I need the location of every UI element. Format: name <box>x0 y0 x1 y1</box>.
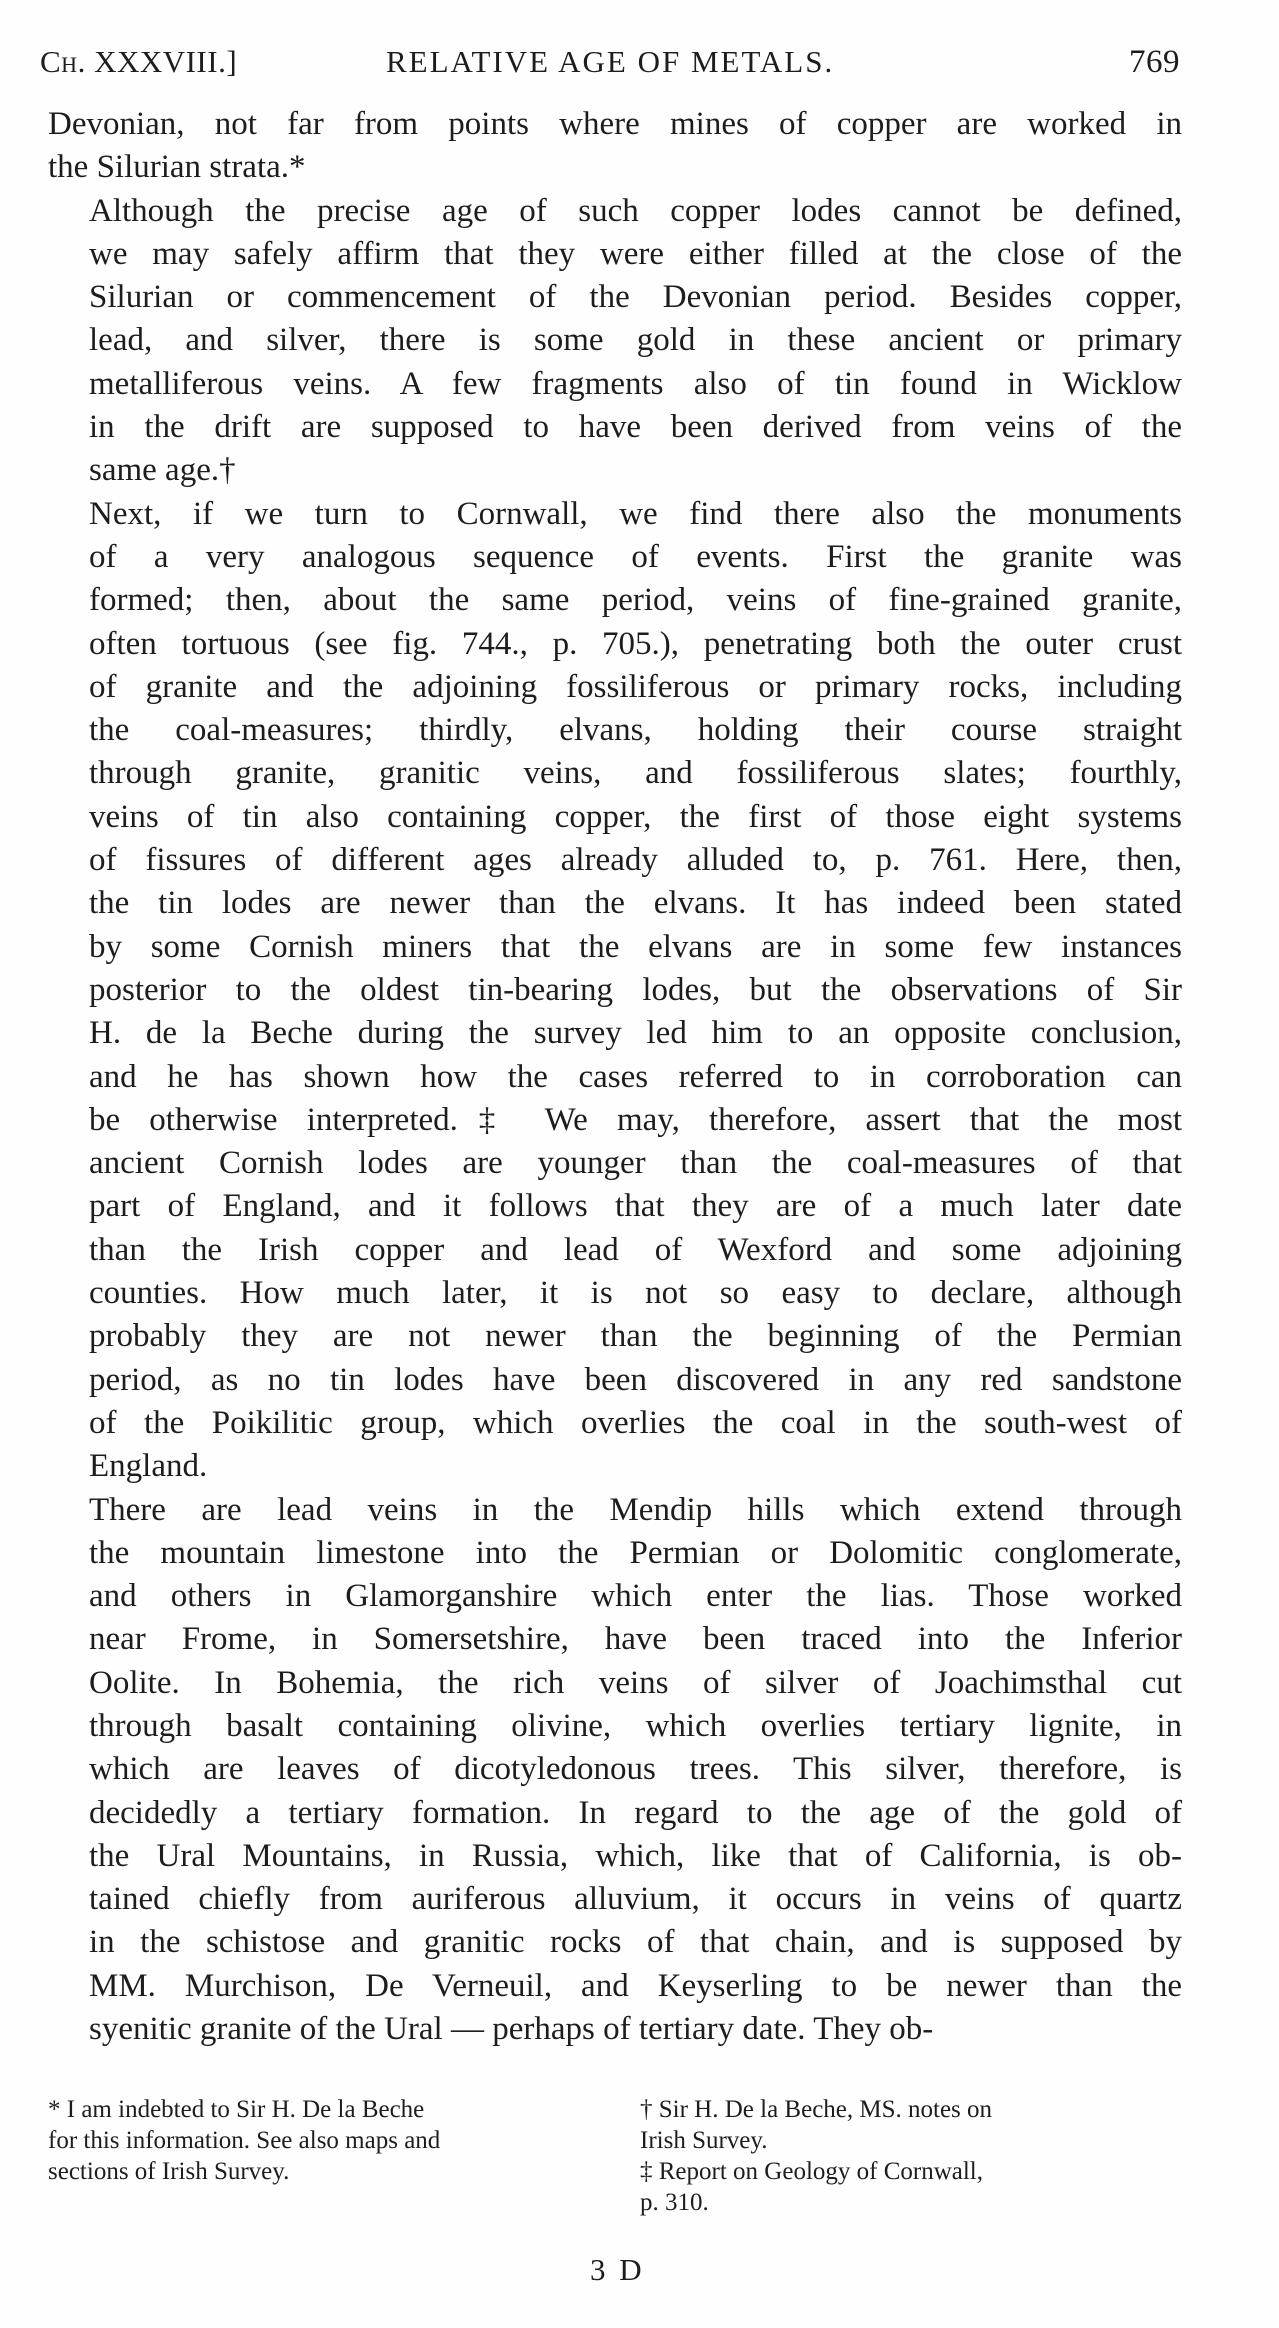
text-line: the coal-measures; thirdly, elvans, holding their course straight <box>89 712 1182 749</box>
paragraph <box>48 1489 1182 2052</box>
text-line: part of England, and it follows that they are of a much later date <box>89 1188 1182 1225</box>
text-line: the Silurian strata.* <box>48 149 306 186</box>
text-line: Next, if we turn to Cornwall, we find there also the monuments <box>89 495 1182 532</box>
footnote-line: † Sir H. De la Beche, MS. notes on <box>640 2096 993 2123</box>
text-line: by some Cornish miners that the elvans are in some few instances <box>89 928 1182 965</box>
text-line: lead, and silver, there is some gold in these ancient or primary <box>89 322 1182 359</box>
text-line: be otherwise interpreted.‡ We may, therefore, assert that the most <box>89 1101 1182 1138</box>
text-line: Silurian or commencement of the Devonian period. Besides copper, <box>89 279 1182 316</box>
page-number: 769 <box>1129 44 1180 80</box>
paragraph <box>48 190 1182 493</box>
text-line: metalliferous veins. A few fragments also of tin found in Wicklow <box>89 365 1182 402</box>
text-line: same age.† <box>89 452 236 489</box>
footnote-line: ‡ Report on Geology of Cornwall, <box>640 2158 984 2185</box>
footnote-line: sections of Irish Survey. <box>48 2158 290 2185</box>
text-line: than the Irish copper and lead of Wexford and some adjoining <box>89 1231 1182 1268</box>
text-line: Devonian, not far from points where mines of copper are worked in <box>48 106 1182 142</box>
text-line: the mountain limestone into the Permian or Dolomitic conglomerate, <box>89 1534 1182 1571</box>
text-line: MM. Murchison, De Verneuil, and Keyserling to be newer than the <box>89 1967 1182 2004</box>
footnotes-right-column <box>640 2094 1182 2218</box>
chapter-label: Ch. XXXVIII.] <box>40 44 238 79</box>
paragraph <box>48 493 1182 1489</box>
text-line: counties. How much later, it is not so easy to declare, although <box>89 1275 1182 1312</box>
text-line: of fissures of different ages already alluded to, p. 761. Here, then, <box>89 842 1182 879</box>
running-title: RELATIVE AGE OF METALS. <box>386 44 835 79</box>
text-line: tained chiefly from auriferous alluvium, it occurs in veins of quartz <box>89 1881 1182 1918</box>
footnote <box>640 2094 1182 2156</box>
text-line: probably they are not newer than the beginning of the Permian <box>89 1318 1182 1355</box>
text-line: formed; then, about the same period, veins of fine-grained granite, <box>89 582 1182 619</box>
text-line: and he has shown how the cases referred to in corroboration can <box>89 1058 1182 1095</box>
text-line: of the Poikilitic group, which overlies the coal in the south-west of <box>89 1404 1182 1441</box>
footnote-line: * I am indebted to Sir H. De la Beche <box>48 2096 425 2123</box>
text-line: in the schistose and granitic rocks of that chain, and is supposed by <box>89 1924 1182 1961</box>
text-line: of a very analogous sequence of events. First the granite was <box>89 538 1182 575</box>
footnote-line: for this information. See also maps and <box>48 2127 441 2154</box>
text-line: the Ural Mountains, in Russia, which, like that of California, is ob- <box>89 1837 1182 1874</box>
text-line: There are lead veins in the Mendip hills which extend through <box>89 1491 1182 1528</box>
text-line: H. de la Beche during the survey led him to an opposite conclusion, <box>89 1015 1182 1052</box>
text-line: veins of tin also containing copper, the first of those eight systems <box>89 798 1182 835</box>
text-line: we may safely affirm that they were either filled at the close of the <box>89 235 1182 272</box>
text-line: near Frome, in Somersetshire, have been traced into the Inferior <box>89 1621 1182 1658</box>
text-line: often tortuous (see fig. 744., p. 705.), penetrating both the outer crust <box>89 625 1182 662</box>
text-line: through granite, granitic veins, and fossiliferous slates; fourthly, <box>89 755 1182 792</box>
text-line: and others in Glamorganshire which enter the lias. Those worked <box>89 1578 1182 1615</box>
text-line: in the drift are supposed to have been derived from veins of the <box>89 409 1182 446</box>
body-text <box>48 103 1182 2051</box>
footnote <box>48 2094 593 2187</box>
text-line: the tin lodes are newer than the elvans. It has indeed been stated <box>89 885 1182 922</box>
text-line: which are leaves of dicotyledonous trees. This silver, therefore, is <box>89 1751 1182 1788</box>
text-line: decidedly a tertiary formation. In regard to the age of the gold of <box>89 1794 1182 1831</box>
text-line: England. <box>89 1448 208 1485</box>
running-header <box>40 44 1180 84</box>
text-line: of granite and the adjoining fossiliferous or primary rocks, including <box>89 668 1182 705</box>
signature-mark: 3 D <box>590 2252 645 2287</box>
text-line: ancient Cornish lodes are younger than the coal-measures of that <box>89 1145 1182 1182</box>
footnote <box>640 2156 1182 2218</box>
text-line: period, as no tin lodes have been discovered in any red sandstone <box>89 1361 1182 1398</box>
text-line: syenitic granite of the Ural — perhaps of tertiary date. They ob- <box>89 2011 934 2048</box>
text-line: Although the precise age of such copper lodes cannot be defined, <box>89 192 1182 229</box>
footnotes-left-column <box>48 2094 593 2187</box>
footnote-line: p. 310. <box>640 2189 709 2216</box>
text-line: Oolite. In Bohemia, the rich veins of silver of Joachimsthal cut <box>89 1664 1182 1701</box>
text-line: posterior to the oldest tin-bearing lodes, but the observations of Sir <box>89 971 1182 1008</box>
text-line: through basalt containing olivine, which overlies tertiary lignite, in <box>89 1707 1182 1744</box>
footnote-line: Irish Survey. <box>640 2127 768 2154</box>
paragraph <box>48 103 1182 190</box>
